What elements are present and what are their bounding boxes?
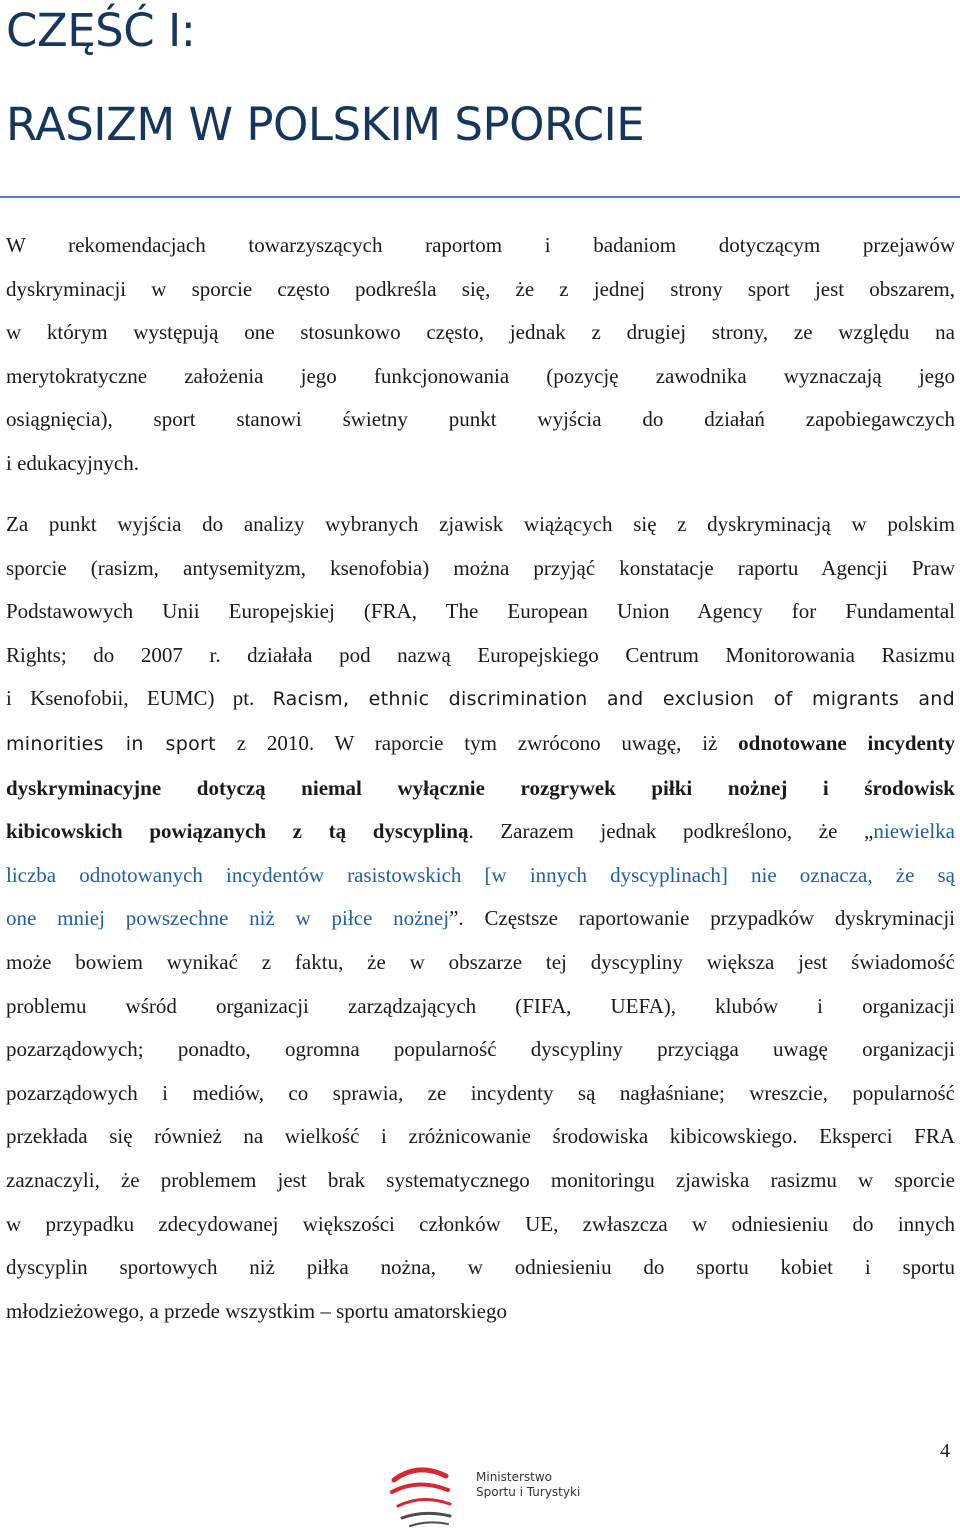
text-line: pozarządowych i mediów, co sprawia, ze incydenty są nagłaśniane; wreszcie, popularność bbox=[6, 1080, 955, 1105]
text-line: w przypadku zdecydowanej większości członków UE, zwłaszcza w odniesieniu do innych bbox=[6, 1211, 955, 1236]
chapter-subtitle: RASIZM W POLSKIM SPORCIE bbox=[6, 98, 645, 151]
text-line: sporcie (rasizm, antysemityzm, ksenofobia) można przyjąć konstatacje raportu Agencji Praw bbox=[6, 555, 955, 580]
quote-line: liczba odnotowanych incydentów rasistowskich [w innych dyscyplinach] nie oznacza, że są bbox=[6, 862, 955, 887]
text-segment: i Ksenofobii, EUMC) pt. bbox=[6, 686, 273, 711]
text-line: dyskryminacji w sporcie często podkreśla się, że z jednej strony sport jest obszarem, bbox=[6, 276, 955, 301]
text-line: pozarządowych; ponadto, ogromna popularność dyscypliny przyciąga uwagę organizacji bbox=[6, 1037, 955, 1062]
text-line: może bowiem wynikać z faktu, że w obszarze tej dyscypliny większa jest świadomość bbox=[6, 949, 955, 974]
bold-finding: odnotowane incydenty bbox=[738, 730, 955, 755]
text-line: osiągnięcia), sport stanowi świetny punkt wyjścia do działań zapobiegawczych bbox=[6, 407, 955, 431]
text-line: problemu wśród organizacji zarządzających (FIFA, UEFA), klubów i organizacji bbox=[6, 993, 955, 1018]
text-line: W rekomendacjach towarzyszących raportom i badaniom dotyczącym przejawów bbox=[6, 233, 955, 257]
paragraph-fra-report bbox=[6, 503, 955, 1333]
paragraph-intro bbox=[6, 224, 955, 485]
ministry-name-line: Ministerstwo bbox=[476, 1470, 553, 1484]
text-segment: . Zarazem jednak podkreślono, że „ bbox=[468, 819, 874, 844]
text-line: młodzieżowego, a przede wszystkim – sportu amatorskiego bbox=[6, 1298, 507, 1323]
ministry-name-line: Sportu i Turystyki bbox=[476, 1485, 581, 1499]
text-line bbox=[6, 722, 955, 767]
text-line bbox=[6, 677, 955, 722]
text-segment: ”. Częstsze raportowanie przypadków dyskryminacji bbox=[449, 906, 955, 931]
chapter-title: CZĘŚĆ I: bbox=[6, 4, 196, 57]
text-line: merytokratyczne założenia jego funkcjonowania (pozycję zawodnika wyznaczają jego bbox=[6, 363, 955, 388]
text-line: zaznaczyli, że problemem jest brak systematycznego monitoringu zjawiska rasizmu w sporcie bbox=[6, 1167, 955, 1192]
bold-finding-line: dyskryminacyjne dotyczą niemal wyłącznie rozgrywek piłki nożnej i środowisk bbox=[6, 775, 955, 800]
quote-text: niewielka bbox=[873, 819, 955, 844]
text-line: Podstawowych Unii Europejskiej (FRA, The European Union Agency for Fundamental bbox=[6, 599, 955, 624]
quote-text: one mniej powszechne niż w piłce nożnej bbox=[6, 906, 450, 931]
page-number: 4 bbox=[940, 1440, 950, 1462]
text-line bbox=[6, 897, 955, 941]
text-line: dyscyplin sportowych niż piłka nożna, w odniesieniu do sportu kobiet i sportu bbox=[6, 1255, 955, 1280]
ministry-emblem-icon bbox=[388, 1466, 468, 1528]
text-line: w którym występują one stosunkowo często, jednak z drugiej strony, ze względu na bbox=[6, 320, 955, 344]
report-title-cont: minorities in sport bbox=[6, 732, 216, 755]
text-line: i edukacyjnych. bbox=[6, 450, 139, 475]
text-segment: z 2010. W raporcie tym zwrócono uwagę, iż bbox=[215, 730, 739, 755]
text-line: Za punkt wyjścia do analizy wybranych zjawisk wiążących się z dyskryminacją w polskim bbox=[6, 512, 955, 536]
bold-finding: kibicowskich powiązanych z tą dyscypliną bbox=[6, 819, 469, 844]
text-line: przekłada się również na wielkość i zróżnicowanie środowiska kibicowskiego. Eksperci FRA bbox=[6, 1124, 955, 1149]
text-line: Rights; do 2007 r. działała pod nazwą Europejskiego Centrum Monitorowania Rasizmu bbox=[6, 642, 955, 667]
text-line bbox=[6, 810, 955, 854]
report-title: Racism, ethnic discrimination and exclusion of migrants and bbox=[272, 688, 956, 711]
ministry-logo bbox=[388, 1466, 588, 1526]
ministry-name bbox=[476, 1470, 580, 1500]
heading-divider bbox=[0, 196, 960, 198]
